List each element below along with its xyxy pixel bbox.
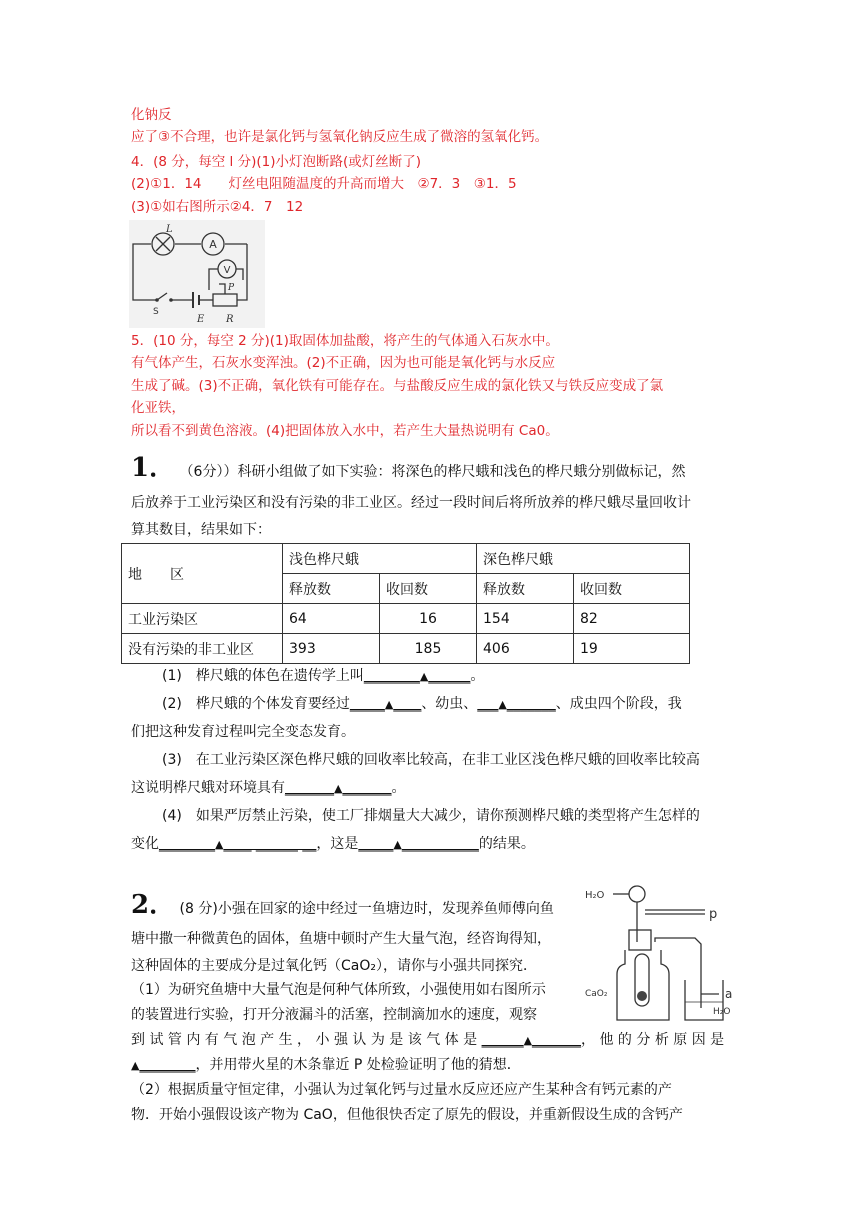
table-row: 没有污染的非工业区 393 185 406 19 xyxy=(122,634,690,664)
question-1-text: 算其数目，结果如下： xyxy=(131,522,271,538)
table-row: 工业污染区 64 16 154 82 xyxy=(122,604,690,634)
question-number: 1． xyxy=(131,453,176,483)
sub-question-3-cont: 这说明桦尺蛾对环境具有_______▲_______。 xyxy=(131,780,406,796)
label-R: R xyxy=(226,314,234,325)
question-2-text: （2）根据质量守恒定律，小强认为过氧化钙与过量水反应还应产生某种含有钙元素的产 xyxy=(131,1082,672,1098)
label-a: a xyxy=(725,987,733,1001)
answer-line: 所以看不到黄色溶液。(4)把固体放入水中，若产生大量热说明有 Ca0。 xyxy=(131,423,559,439)
light-moth-header: 浅色桦尺蛾 xyxy=(283,544,477,574)
question-number: 2． xyxy=(131,890,176,920)
answer-line: 应了③不合理，也许是氯化钙与氢氧化钠反应生成了微溶的氢氧化钙。 xyxy=(131,129,549,145)
label-V: V xyxy=(223,265,231,276)
label-L: L xyxy=(166,224,173,235)
answer-line: (2)①1．14 灯丝电阻随温度的升高而增大 ②7．3 ③1．5 xyxy=(131,176,517,192)
question-1-text: 们把这种发育过程叫完全变态发育。 xyxy=(131,724,355,740)
answer-line: 4．(8 分，每空 l 分)(1)小灯泡断路(或灯丝断了) xyxy=(131,154,421,170)
label-h2o-right: H₂O xyxy=(713,1007,731,1017)
question-2-text: 塘中撒一种微黄色的固体，鱼塘中顿时产生大量气泡，经咨询得知， xyxy=(131,931,551,947)
sub-question-4-cont: 变化________▲____ ______ __，这是_____▲___________的结果。 xyxy=(131,836,535,852)
label-cao2: CaO₂ xyxy=(585,989,608,999)
circuit-diagram xyxy=(129,220,265,328)
question-2-text: ▲________，并用带火星的木条靠近 P 处检验证明了他的猜想． xyxy=(131,1057,521,1073)
question-1-text: 后放养于工业污染区和没有污染的非工业区。经过一段时间后将所放养的桦尺蛾尽量回收计 xyxy=(131,495,691,511)
question-2-text: 到 试 管 内 有 气 泡 产 生 ， 小 强 认 为 是 该 气 体 是 ______▲_______， 他 的 分 析 原 因 是 xyxy=(131,1032,725,1048)
label-p: p xyxy=(709,907,718,922)
released-header: 释放数 xyxy=(283,574,380,604)
label-S: S xyxy=(153,307,159,317)
question-2-text: 这种固体的主要成分是过氧化钙（CaO₂），请你与小强共同探究． xyxy=(131,958,537,974)
apparatus-diagram xyxy=(585,882,735,1022)
answer-line: 化亚铁， xyxy=(131,400,185,416)
answer-line: (3)①如右图所示②4．7 12 xyxy=(131,199,304,215)
label-h2o-top: H₂O xyxy=(585,890,605,901)
recovered-header: 收回数 xyxy=(574,574,690,604)
sub-question-4: (4) 如果严厉禁止污染，使工厂排烟量大大减少，请你预测桦尺蛾的类型将产生怎样的 xyxy=(162,808,700,824)
label-A: A xyxy=(209,238,217,251)
dark-moth-header: 深色桦尺蛾 xyxy=(477,544,690,574)
label-P: P xyxy=(228,283,235,293)
moth-data-table xyxy=(121,543,690,664)
question-2-text: 物．开始小强假设该产物为 CaO，但他很快否定了原先的假设，并重新假设生成的含钙产 xyxy=(131,1107,683,1123)
question-2-intro: 2． (8 分)小强在回家的途中经过一鱼塘边时，发现养鱼师傅向鱼 xyxy=(131,890,554,920)
sub-question-2: (2) 桦尺蛾的个体发育要经过_____▲____、幼虫、___▲_______、成虫四个阶段，我 xyxy=(162,696,682,712)
sub-question-1: (1) 桦尺蛾的体色在遗传学上叫________▲______。 xyxy=(162,668,485,684)
answer-line: 有气体产生，石灰水变浑浊。(2)不正确，因为也可能是氧化钙与水反应 xyxy=(131,355,556,371)
answer-line: 5．(10 分，每空 2 分)(1)取固体加盐酸，将产生的气体通入石灰水中。 xyxy=(131,333,559,349)
sub-question-3: (3) 在工业污染区深色桦尺蛾的回收率比较高，在非工业区浅色桦尺蛾的回收率比较高 xyxy=(162,752,700,768)
recovered-header: 收回数 xyxy=(380,574,477,604)
answer-line: 化钠反 xyxy=(131,107,172,123)
region-header: 地 区 xyxy=(122,544,283,604)
answer-line: 生成了碱。(3)不正确，氧化铁有可能存在。与盐酸反应生成的氯化铁又与铁反应变成了氯 xyxy=(131,378,664,394)
question-2-text: （1）为研究鱼塘中大量气泡是何种气体所致，小强使用如右图所示 xyxy=(131,982,546,998)
label-E: E xyxy=(197,314,205,325)
released-header: 释放数 xyxy=(477,574,574,604)
question-2-text: 的装置进行实验，打开分液漏斗的活塞，控制滴加水的速度，观察 xyxy=(131,1007,537,1023)
question-1-intro: 1． （6分））科研小组做了如下实验：将深色的桦尺蛾和浅色的桦尺蛾分别做标记，然 xyxy=(131,453,686,483)
